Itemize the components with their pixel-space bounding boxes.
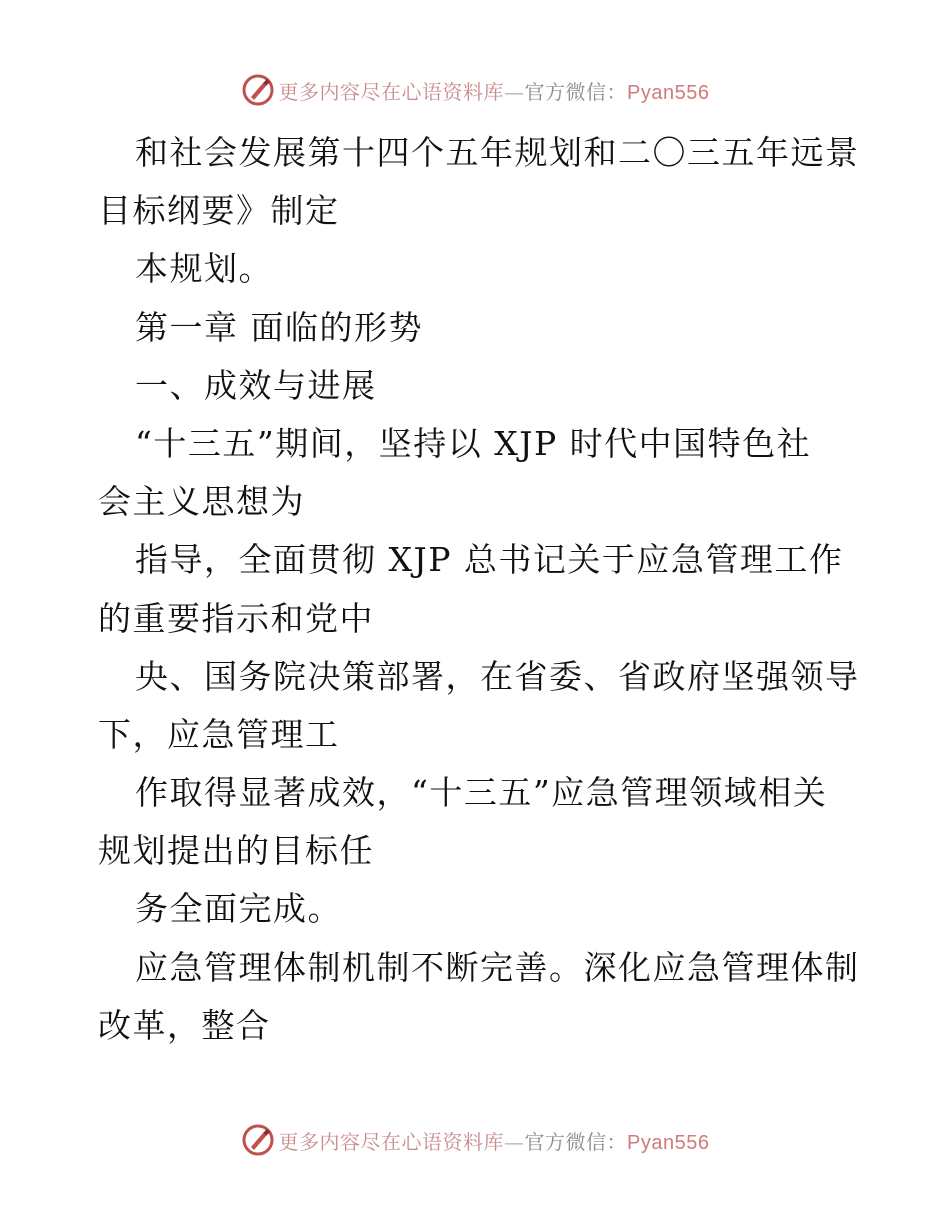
watermark-text <box>279 1126 710 1155</box>
text-line: 会主义思想为 <box>98 482 305 522</box>
section-heading: 一、成效与进展 <box>135 365 377 405</box>
pen-logo-icon <box>241 1123 275 1157</box>
footer-watermark <box>0 1120 950 1160</box>
text-line: 指导，全面贯彻 XJP 总书记关于应急管理工作 <box>135 540 844 580</box>
text-line: 本规划。 <box>135 249 273 289</box>
watermark-site: 更多内容尽在心语资料库 <box>278 1129 505 1154</box>
text-line: “十三五”期间，坚持以 XJP 时代中国特色社 <box>135 423 812 463</box>
text-line: 务全面完成。 <box>135 889 342 929</box>
text-line: 和社会发展第十四个五年规划和二〇三五年远景 <box>135 133 860 172</box>
watermark-label: 官方微信： <box>524 79 628 104</box>
header-watermark <box>0 70 950 110</box>
text-line: 改革，整合 <box>98 1005 271 1045</box>
watermark-label: 官方微信： <box>524 1129 628 1154</box>
watermark-id: Pyan556 <box>627 1131 710 1154</box>
watermark-dash: — <box>504 79 525 104</box>
text-line: 作取得显著成效，“十三五”应急管理领域相关 <box>135 773 828 813</box>
text-line: 央、国务院决策部署，在省委、省政府坚强领导 <box>135 656 860 696</box>
watermark-text <box>279 76 710 105</box>
watermark-site: 更多内容尽在心语资料库 <box>278 79 505 104</box>
text-line: 的重要指示和党中 <box>98 598 374 638</box>
text-line: 目标纲要》制定 <box>98 191 340 231</box>
text-line: 规划提出的目标任 <box>98 831 374 871</box>
text-line: 下，应急管理工 <box>98 714 340 754</box>
pen-logo-icon <box>241 73 275 107</box>
watermark-id: Pyan556 <box>627 81 710 104</box>
watermark-dash: — <box>504 1129 525 1154</box>
text-line: 应急管理体制机制不断完善。深化应急管理体制 <box>135 947 860 987</box>
document-body <box>98 124 858 1055</box>
chapter-heading: 第一章 面临的形势 <box>135 307 423 347</box>
